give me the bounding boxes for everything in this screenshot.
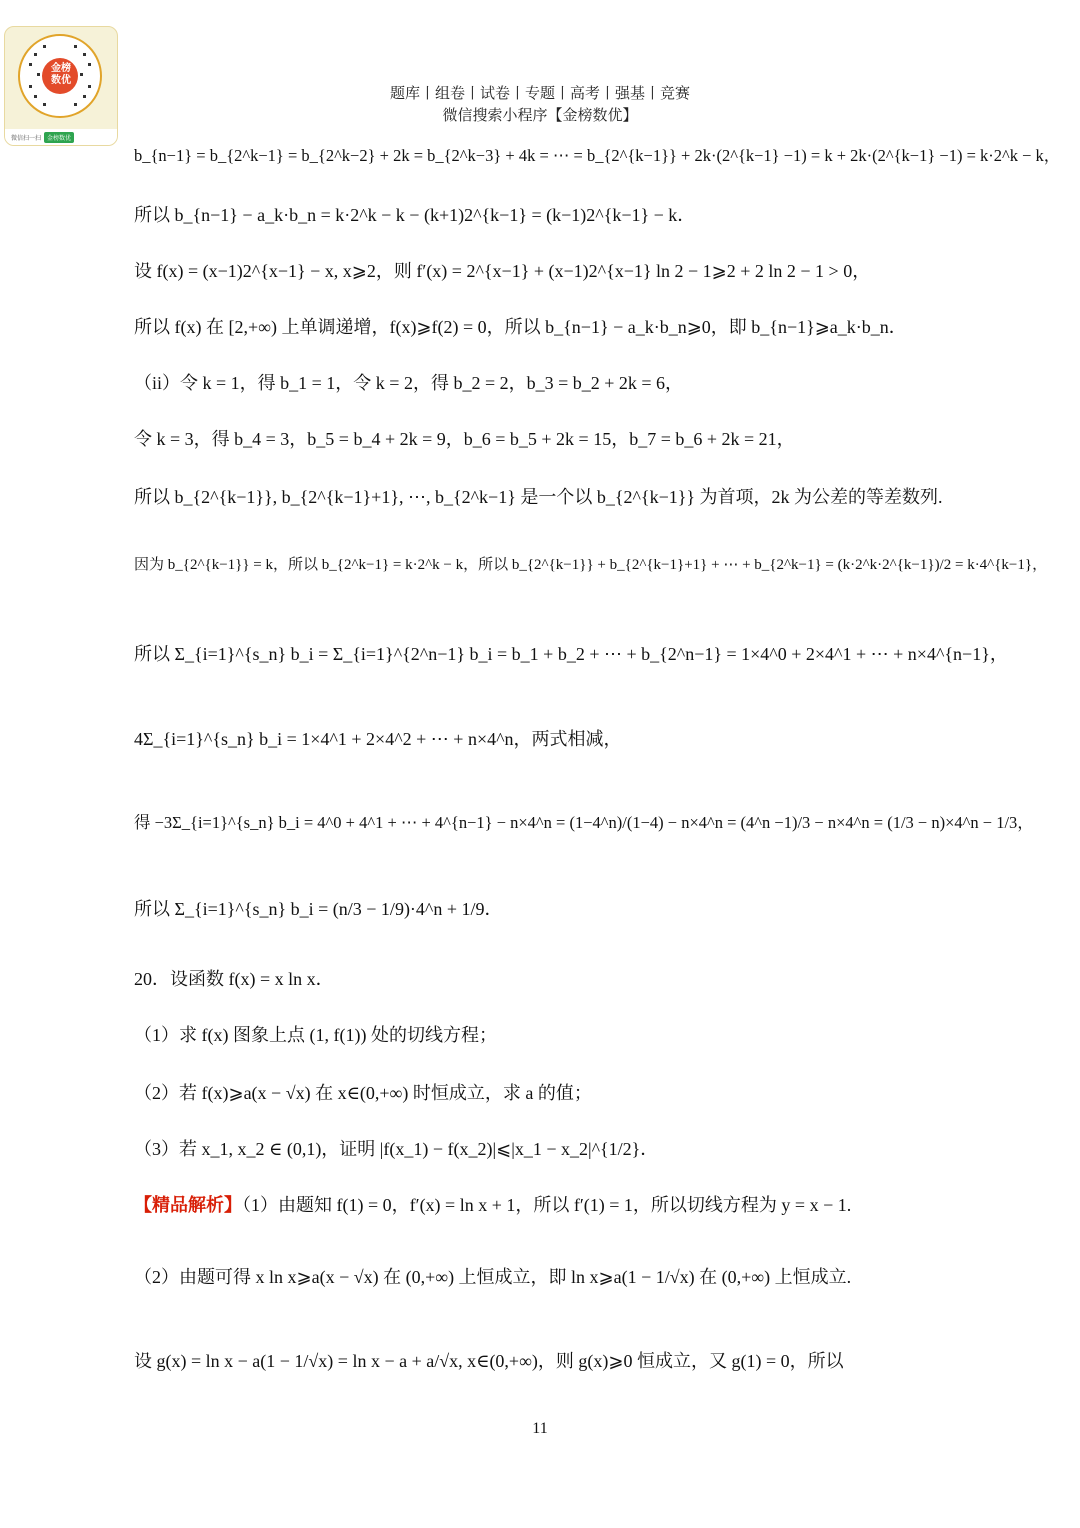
line-11: 得 −3Σ_{i=1}^{s_n} b_i = 4^0 + 4^1 + ⋯ + 4^{n−1} − n×4^n = (1−4^n)/(1−4) − n×4^n = (4^n −1)/3 − n×4^n = (1/3 − n)×4^n − 1/3， (134, 813, 1034, 832)
line-2: 所以 b_{n−1} − a_k·b_n = k·2^k − k − (k+1)2^{k−1} = (k−1)2^{k−1} − k． (134, 205, 696, 225)
logo-center-text: 金榜数优 (51, 63, 71, 86)
logo-footer-left: 微信扫一扫 (11, 134, 42, 142)
header-links: 题库丨组卷丨试卷丨专题丨高考丨强基丨竞赛 (389, 84, 690, 102)
solution-part-1-text: （1）由题知 f(1) = 0，f′(x) = ln x + 1，所以 f′(1) = 1，所以切线方程为 y = x − 1. (242, 1195, 852, 1215)
line-12: 所以 Σ_{i=1}^{s_n} b_i = (n/3 − 1/9)·4^n + 1/9． (134, 899, 503, 919)
problem-20-part-1: （1）求 f(x) 图象上点 (1, f(1)) 处的切线方程； (134, 1025, 497, 1045)
line-4: 所以 f(x) 在 [2,+∞) 上单调递增，f(x)⩾f(2) = 0，所以 b_{n−1} − a_k·b_n⩾0，即 b_{n−1}⩾a_k·b_n． (134, 317, 907, 337)
line-5: （ii）令 k = 1，得 b_1 = 1，令 k = 2，得 b_2 = 2，b_3 = b_2 + 2k = 6， (134, 373, 684, 393)
problem-20-part-2: （2）若 f(x)⩾a(x − √x) 在 x∈(0,+∞) 时恒成立，求 a 的值； (134, 1083, 592, 1103)
line-10: 4Σ_{i=1}^{s_n} b_i = 1×4^1 + 2×4^2 + ⋯ + n×4^n，两式相减， (134, 729, 622, 749)
logo-footer (5, 129, 117, 145)
solution-part-1 (134, 1196, 851, 1214)
line-7: 所以 b_{2^{k−1}}, b_{2^{k−1}+1}, ⋯, b_{2^k−1} 是一个以 b_{2^{k−1}} 为首项，2k 为公差的等差数列. (134, 487, 943, 507)
page-number: 11 (532, 1420, 548, 1437)
problem-20-title: 20．设函数 f(x) = x ln x． (134, 969, 334, 989)
header-miniprogram: 微信搜索小程序【金榜数优】 (442, 106, 638, 124)
line-8: 因为 b_{2^{k−1}} = k，所以 b_{2^k−1} = k·2^k − k，所以 b_{2^{k−1}} + b_{2^{k−1}+1} + ⋯ + b_{2^k−1} = (k·2^k·2^{k−1})/2 = k·4^{k−1}， (134, 557, 1048, 573)
line-3: 设 f(x) = (x−1)2^{x−1} − x, x⩾2，则 f′(x) = 2^{x−1} + (x−1)2^{x−1} ln 2 − 1⩾2 + 2 ln 2 − 1 > 0， (134, 261, 871, 281)
line-9: 所以 Σ_{i=1}^{s_n} b_i = Σ_{i=1}^{2^n−1} b_i = b_1 + b_2 + ⋯ + b_{2^n−1} = 1×4^0 + 2×4^1 + ⋯ + n×4^{n−1}， (134, 644, 1008, 664)
logo-footer-right: 金榜数优 (44, 132, 74, 143)
solution-part-2: （2）由题可得 x ln x⩾a(x − √x) 在 (0,+∞) 上恒成立，即 ln x⩾a(1 − 1/√x) 在 (0,+∞) 上恒成立. (134, 1267, 852, 1287)
line-6: 令 k = 3，得 b_4 = 3，b_5 = b_4 + 2k = 9，b_6 = b_5 + 2k = 15，b_7 = b_6 + 2k = 21， (134, 429, 795, 449)
solution-tag: 【精品解析】 (134, 1195, 242, 1215)
solution-part-2-cont: 设 g(x) = ln x − a(1 − 1/√x) = ln x − a + a/√x, x∈(0,+∞)，则 g(x)⩾0 恒成立，又 g(1) = 0，所以 (134, 1351, 844, 1371)
line-1: b_{n−1} = b_{2^k−1} = b_{2^k−2} + 2k = b_{2^k−3} + 4k = ⋯ = b_{2^{k−1}} + 2k·(2^{k−1} −1) = k + 2k·(2^{k−1} −1) = k·2^k − k， (134, 146, 1061, 165)
problem-20-part-3: （3）若 x_1, x_2 ∈ (0,1)，证明 |f(x_1) − f(x_2)|⩽|x_1 − x_2|^{1/2}． (134, 1139, 659, 1159)
